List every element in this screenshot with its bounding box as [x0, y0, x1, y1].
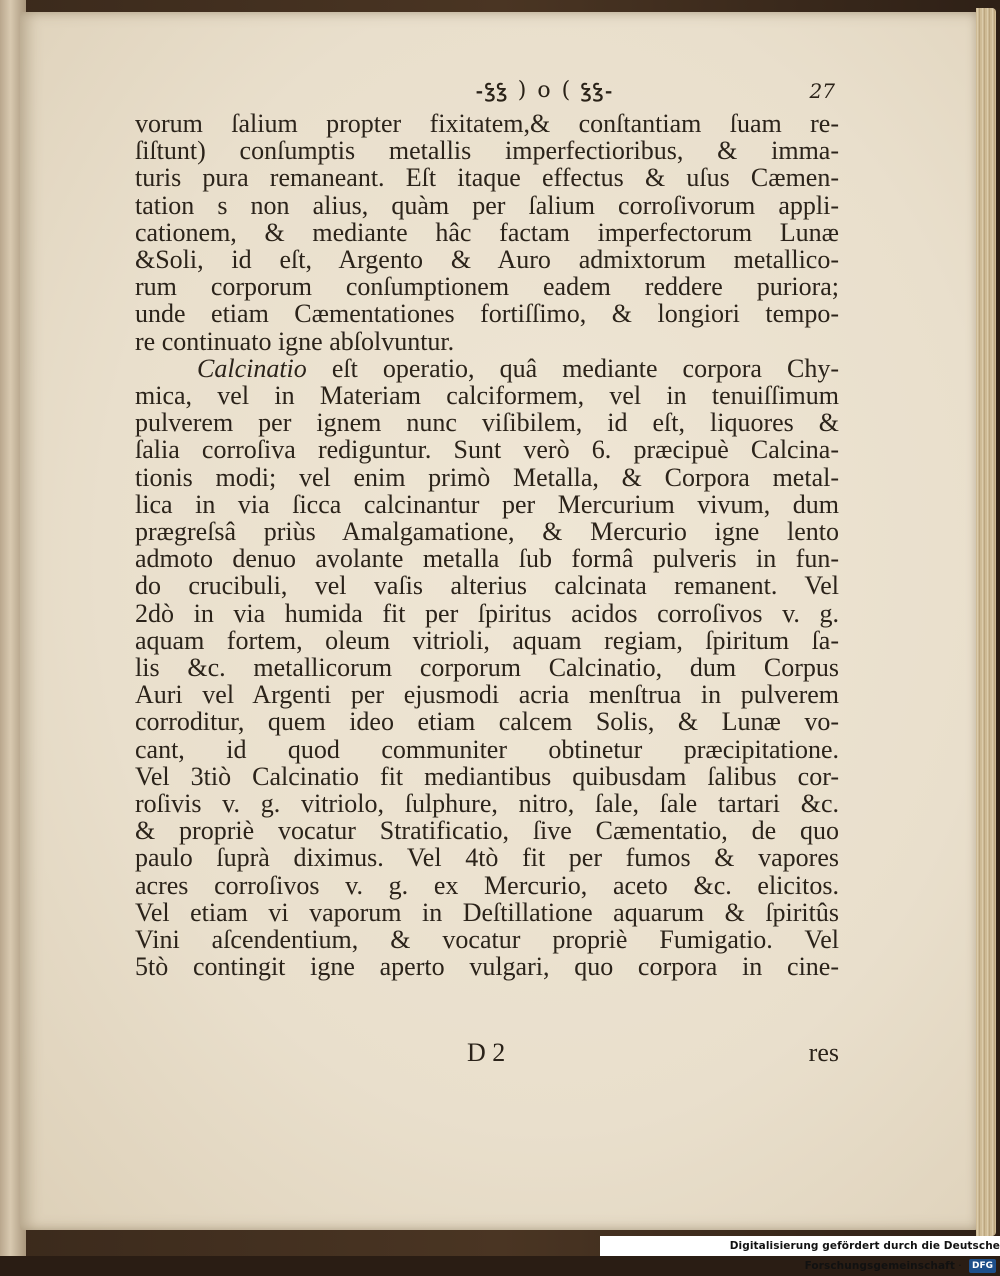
text-line: Vini aſcendentium, & vocatur propriè Fumigatio. Vel: [135, 925, 839, 955]
ornament-mid: ) o (: [517, 78, 573, 103]
text-line: admoto denuo avolante metalla ſub formâ pulveris in fun-: [135, 544, 839, 574]
text-line: &Soli, id eſt, Argento & Auro admixtorum metallico-: [135, 245, 839, 275]
body-text: [135, 110, 839, 981]
header-ornament: [380, 76, 710, 106]
catchword: res: [808, 1038, 839, 1067]
text-line: paulo ſuprà diximus. Vel 4tò fit per fumos & vapores: [135, 843, 839, 873]
text-line: unde etiam Cæmentationes fortiſſimo, & longiori tempo-: [135, 299, 839, 329]
text-line: Vel 3tiò Calcinatio fit mediantibus quibusdam ſalibus cor-: [135, 761, 839, 791]
running-header: [135, 76, 835, 106]
paragraph-start: [135, 355, 839, 382]
text-line: 5tò contingit igne aperto vulgari, quo corpora in cine-: [135, 952, 839, 982]
text-line: cant, id quod communiter obtinetur præcipitatione.: [135, 734, 839, 764]
ornament-left: -ꝢꝢ: [475, 81, 509, 102]
text-line: & propriè vocatur Stratificatio, ſive Cæmentatio, de quo: [135, 816, 839, 846]
text-line: corroditur, quem ideo etiam calcem Solis, & Lunæ vo-: [135, 707, 839, 737]
text-line: 2dò in via humida fit per ſpiritus acidos corroſivos v. g.: [135, 598, 839, 628]
text-line: prægreſsâ priùs Amalgamatione, & Mercurio igne lento: [135, 517, 839, 547]
text-line: lis &c. metallicorum corporum Calcinatio, dum Corpus: [135, 653, 839, 683]
text-line: vorum ſalium propter fixitatem,& conſtantiam ſuam re-: [135, 109, 839, 138]
text-line: aquam fortem, oleum vitrioli, aquam regiam, ſpiritum ſa-: [135, 625, 839, 655]
dfg-logo-icon: DFG: [969, 1259, 996, 1273]
page-footer: [135, 1038, 839, 1068]
text-line: mica, vel in Materiam calciformem, vel in tenuiſſimum: [135, 381, 839, 411]
calcinatio-term: Calcinatio: [197, 353, 307, 383]
text-line: tionis modi; vel enim primò Metalla, & Corpora metal-: [135, 462, 839, 492]
caption-text: Digitalisierung gefördert durch die Deutsche Forschungsgemeinschaft: [729, 1240, 1000, 1272]
caption-separator: ·: [954, 1260, 965, 1272]
text-line: rum corporum conſumptionem eadem reddere puriora;: [135, 272, 839, 302]
text-line: Vel etiam vi vaporum in Deſtillatione aquarum & ſpiritûs: [135, 897, 839, 927]
text-line: turis pura remaneant. Eſt itaque effectus & uſus Cæmen-: [135, 163, 839, 193]
calcinatio-first-line: eſt operatio, quâ mediante corpora Chy-: [306, 353, 839, 383]
text-line: Auri vel Argenti per ejusmodi acria menſtrua in pulverem: [135, 680, 839, 710]
text-line: acres corroſivos v. g. ex Mercurio, aceto &c. elicitos.: [135, 870, 839, 900]
signature-mark: D 2: [467, 1038, 506, 1067]
text-line: lica in via ſicca calcinantur per Mercurium vivum, dum: [135, 489, 839, 519]
ornament-right: ꝢꝢ-: [581, 81, 615, 102]
text-line: roſivis v. g. vitriolo, ſulphure, nitro, ſale, ſale tartari &c.: [135, 789, 839, 819]
text-line: tation s non alius, quàm per ſalium corroſivorum appli-: [135, 190, 839, 220]
text-line: re continuato igne abſolvuntur.: [135, 326, 455, 356]
text-line: pulverem per ignem nunc viſibilem, id eſt, liquores &: [135, 408, 839, 438]
text-line: do crucibuli, vel vaſis alterius calcinata remanent. Vel: [135, 571, 839, 601]
page-number: 27: [809, 79, 835, 103]
digitization-caption: [600, 1236, 1000, 1272]
page-edges: [976, 8, 996, 1236]
text-line: ſalia corroſiva rediguntur. Sunt verò 6. præcipuè Calcina-: [135, 435, 839, 465]
text-line: cationem, & mediante hâc factam imperfectorum Lunæ: [135, 217, 839, 247]
text-line: ſiſtunt) conſumptis metallis imperfectioribus, & imma-: [135, 136, 839, 166]
